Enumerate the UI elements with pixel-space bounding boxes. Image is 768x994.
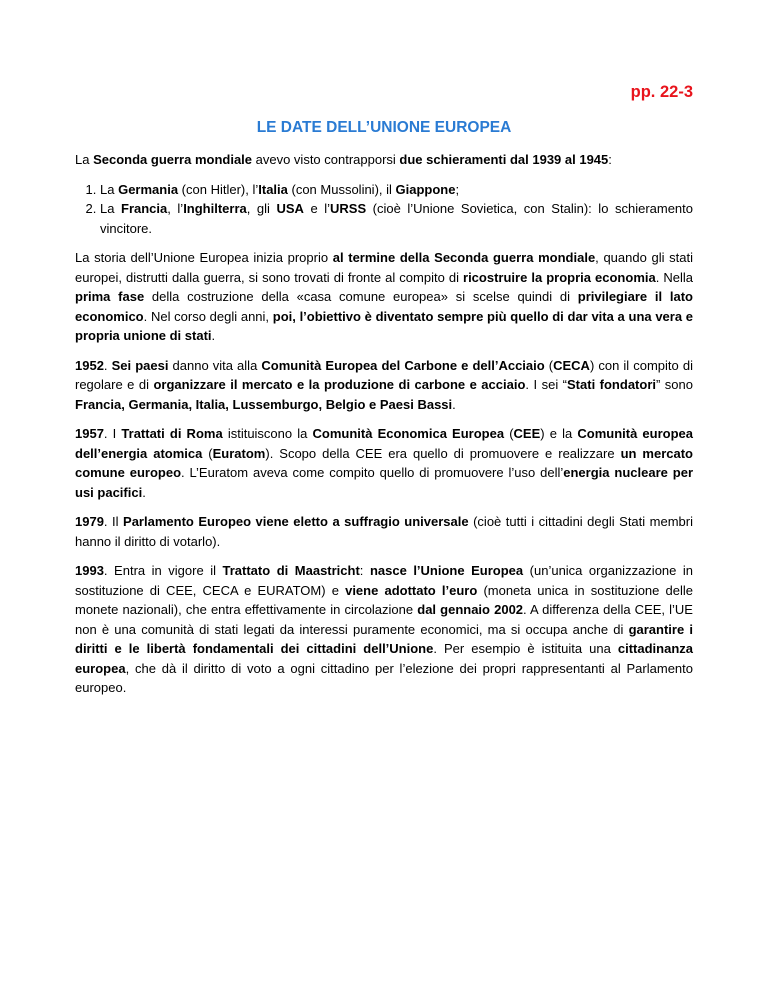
bold-text-run: 1993 [75,563,104,578]
text-run: (un’unica organizzazione in sostituzione di CEE, CECA e EURATOM) e [75,563,694,598]
text-run: ; [455,181,460,197]
text-run: . I [103,426,122,441]
bold-text-run: poi, l’obiettivo è diventato sempre più quello di dar vita a una vera e propria unione di stati [75,308,694,343]
text-run: . [452,396,456,412]
text-run: . [103,357,112,373]
text-run: . Entra in vigore il [103,563,223,578]
bold-text-run: privilegiare il lato economico [75,289,693,324]
bold-text-run: Stati fondatori [567,377,656,392]
bold-text-run: Comunità Economica Europea [312,426,505,441]
text-run: , gli [246,201,277,216]
text-run: . [211,328,216,343]
text-run: della costruzione della «casa comune europea» si scelse quindi di [144,289,578,304]
bold-text-run: Comunità europea dell’energia atomica [75,426,694,461]
list-item-axis [100,180,693,200]
text-run: (con Hitler), l’ [178,181,259,197]
paragraph-1993 [75,561,693,698]
bold-text-run: Comunità Europea del Carbone e dell’Acciaio [261,357,545,373]
bold-text-run: garantire i diritti e le libertà fondamentali dei cittadini dell’Unione [75,621,693,656]
bold-text-run: viene adottato l’euro [345,582,478,598]
text-run: ( [544,357,554,373]
text-run: ) con il compito di regolare e di [75,357,693,392]
text-run: (con Mussolini), il [287,181,396,197]
bold-text-run: dal gennaio 2002 [417,602,524,617]
paragraph-history [75,248,693,346]
text-run: La [100,201,121,216]
bold-text-run: due schieramenti dal 1939 al 1945 [399,152,609,167]
bold-text-run: Euratom [212,445,266,461]
list-item-allies [100,199,693,238]
text-run: La storia dell’Unione Europea inizia proprio [75,250,333,265]
text-run: danno vita alla [168,357,262,373]
text-run: (cioè tutti i cittadini degli Stati membri hanno il diritto di votarlo). [75,514,693,549]
text-run: ( [202,445,213,461]
text-run: : [608,152,612,167]
bold-text-run: URSS [330,201,367,216]
bold-text-run: Francia, Germania, Italia, Lussemburgo, Belgio e Paesi Bassi [75,396,453,412]
text-run: , quando gli stati europei, distrutti dalla guerra, si sono trovati di fronte al compito di [75,250,693,285]
text-run: ) e la [540,426,578,441]
text-run: . A differenza della CEE, l’UE non è una comunità di stati legati da interessi puramente economici, ma si occupa anche di [75,602,693,637]
bold-text-run: CEE [513,426,541,441]
bold-text-run: Trattato di Maastricht [222,563,360,578]
bold-text-run: USA [276,201,304,216]
text-run: (cioè l’Unione Sovietica, con Stalin): lo schieramento vincitore. [100,201,694,236]
text-run: . Il [103,514,124,529]
bold-text-run: ricostruire la propria economia [463,269,656,285]
text-run: . Nel corso degli anni, [143,308,273,324]
text-run: . Per esempio è istituita una [433,641,618,656]
bold-text-run: al termine della Seconda guerra mondiale [332,250,596,265]
text-run: (moneta unica in sostituzione delle monete nazionali), che entra effettivamente in circolazione [75,582,694,617]
text-run: . L’Euratom aveva come compito quello di promuovere l’uso dell’ [181,465,564,480]
text-run: . I sei “ [525,377,568,392]
document-body [75,150,693,708]
bold-text-run: 1979 [75,514,104,529]
text-run: , l’ [167,201,184,216]
bold-text-run: Inghilterra [183,201,247,216]
page-reference: pp. 22-3 [630,83,693,101]
bold-text-run: energia nucleare per usi pacifici [75,465,693,500]
bold-text-run: cittadinanza europea [75,641,693,676]
bold-text-run: Trattati di Roma [121,426,223,441]
text-run: istituiscono la [222,426,313,441]
paragraph-1979 [75,512,693,551]
text-run: . [142,484,146,500]
bold-text-run: CECA [553,357,590,373]
bold-text-run: un mercato comune europeo [75,445,693,480]
intro-paragraph [75,150,693,170]
bold-text-run: 1952 [75,357,104,373]
bold-text-run: Parlamento Europeo viene eletto a suffragio universale [123,514,469,529]
bold-text-run: Giappone [395,181,456,197]
text-run: ” sono [656,377,693,392]
bold-text-run: 1957 [75,426,104,441]
text-run: ). Scopo della CEE era quello di promuovere e realizzare [265,445,621,461]
text-run: , che dà il diritto di voto a ogni cittadino per l’elezione dei propri rappresentanti al Parlamento europeo. [75,660,693,695]
paragraph-1952 [75,356,693,415]
bold-text-run: organizzare il mercato e la produzione di carbone e acciaio [153,377,526,392]
text-run: : [359,563,370,578]
bold-text-run: Italia [258,181,288,197]
bold-text-run: nasce l’Unione Europea [369,563,524,578]
text-run: La [75,152,94,167]
bold-text-run: Seconda guerra mondiale [93,152,253,167]
text-run: avevo visto contrapporsi [252,152,400,167]
paragraph-1957 [75,424,693,502]
alliances-list [75,180,693,239]
bold-text-run: Sei paesi [111,357,169,373]
bold-text-run: Germania [118,181,179,197]
text-run: La [100,181,119,197]
text-run: ( [504,426,514,441]
text-run: . Nella [655,269,693,285]
bold-text-run: Francia [121,201,168,216]
text-run: e l’ [303,201,331,216]
page-title: LE DATE DELL’UNIONE EUROPEA [256,119,512,136]
bold-text-run: prima fase [75,289,145,304]
